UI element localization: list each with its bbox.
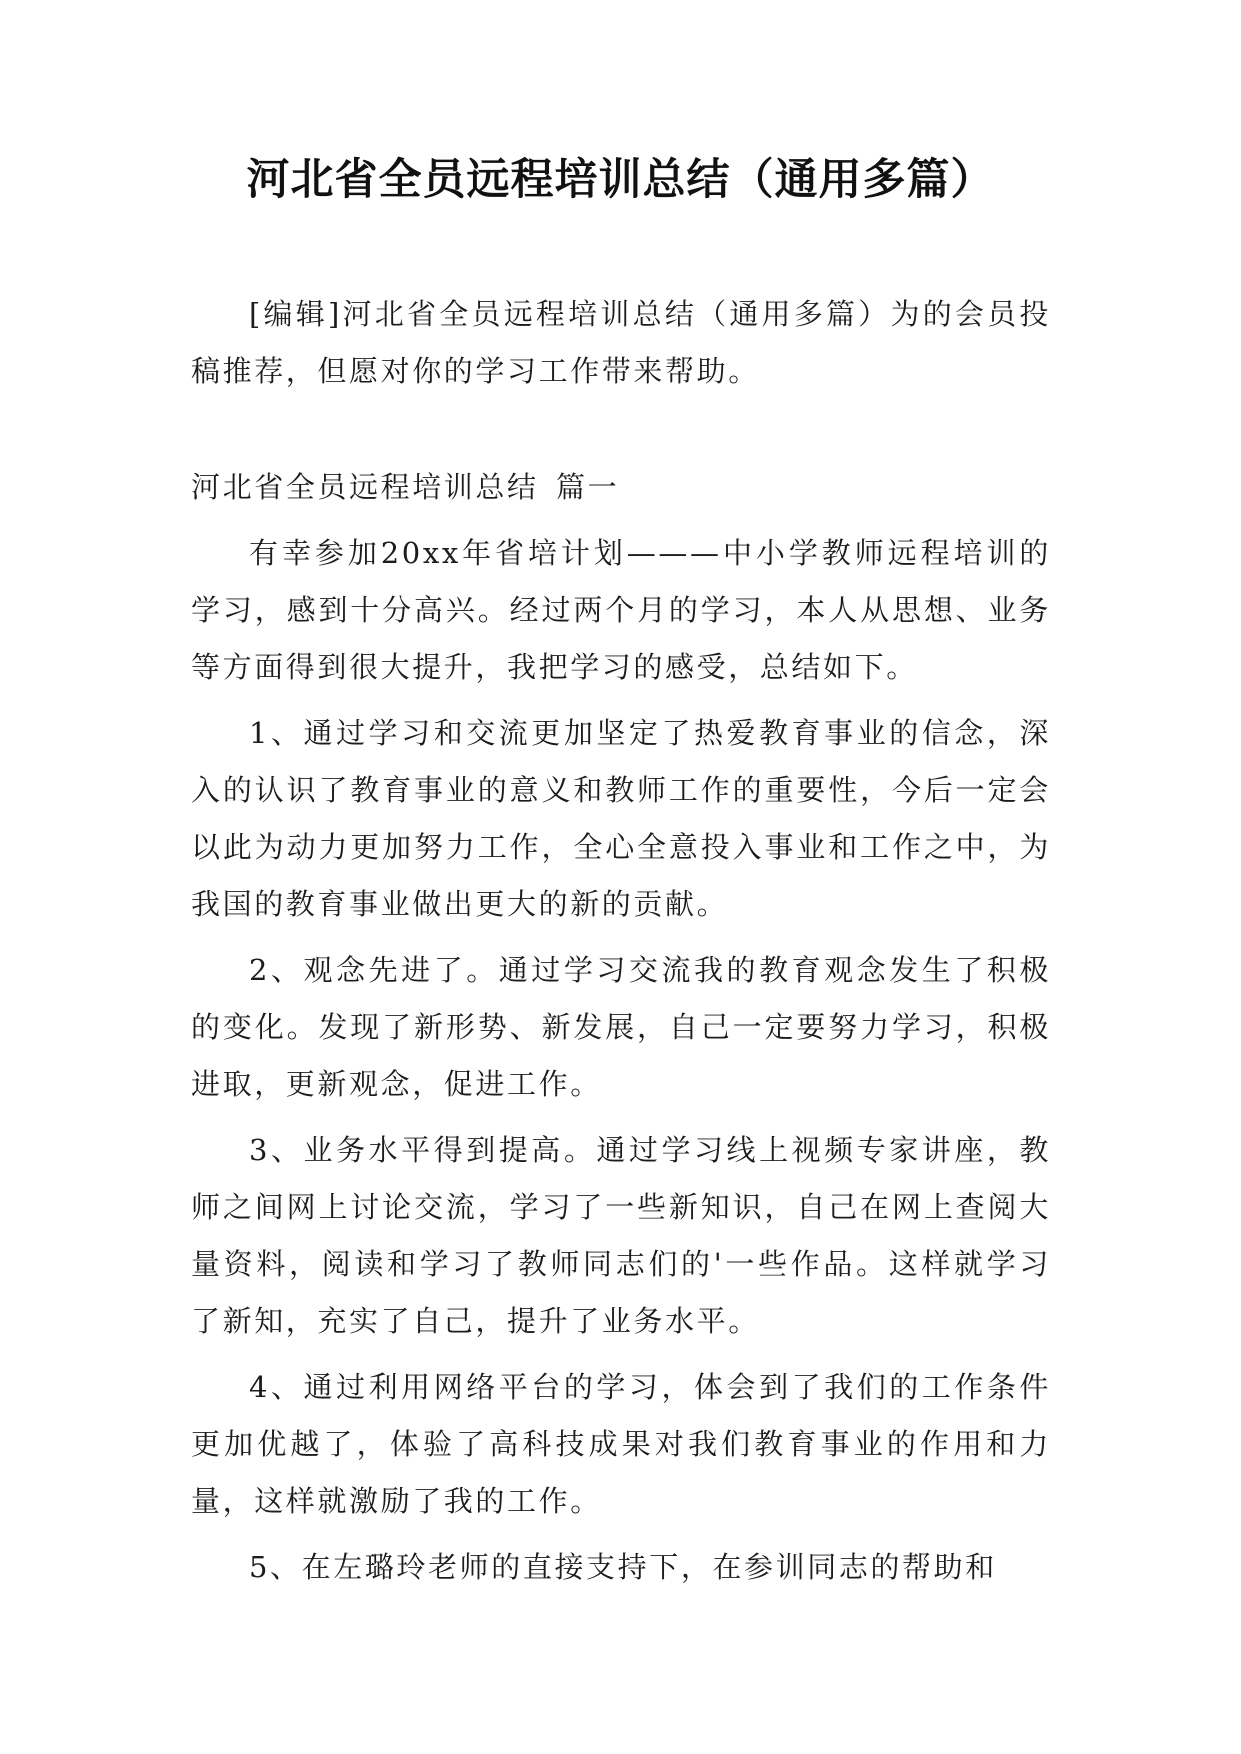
body-paragraph: 2、观念先进了。通过学习交流我的教育观念发生了积极的变化。发现了新形势、新发展，自己一定要努力学习，积极进取，更新观念，促进工作。 (191, 953, 1051, 1101)
body-paragraph: 5、在左璐玲老师的直接支持下，在参训同志的帮助和 (249, 1550, 997, 1584)
intro-paragraph: [编辑]河北省全员远程培训总结（通用多篇）为的会员投稿推荐，但愿对你的学习工作带来帮助。 (191, 297, 1051, 388)
body-paragraph: 4、通过利用网络平台的学习，体会到了我们的工作条件更加优越了，体验了高科技成果对我们教育事业的作用和力量，这样就激励了我的工作。 (191, 1370, 1051, 1518)
intro-block (191, 286, 1051, 400)
document-title: 河北省全员远程培训总结（通用多篇） (246, 155, 995, 205)
section-one (191, 459, 1051, 1596)
body-paragraph: 1、通过学习和交流更加坚定了热爱教育事业的信念，深入的认识了教育事业的意义和教师工作的重要性，今后一定会以此为动力更加努力工作，全心全意投入事业和工作之中，为我国的教育事业做出更大的新的贡献。 (191, 716, 1051, 921)
body-paragraph: 有幸参加20xx年省培计划———中小学教师远程培训的学习，感到十分高兴。经过两个月的学习，本人从思想、业务等方面得到很大提升，我把学习的感受，总结如下。 (191, 536, 1051, 684)
section-label: 篇一 (556, 470, 620, 504)
body-paragraph: 3、业务水平得到提高。通过学习线上视频专家讲座，教师之间网上讨论交流，学习了一些新知识，自己在网上查阅大量资料，阅读和学习了教师同志们的'一些作品。这样就学习了新知，充实了自己，提升了业务水平。 (191, 1133, 1051, 1338)
section-title: 河北省全员远程培训总结 (191, 470, 539, 504)
section-heading (191, 459, 1051, 516)
